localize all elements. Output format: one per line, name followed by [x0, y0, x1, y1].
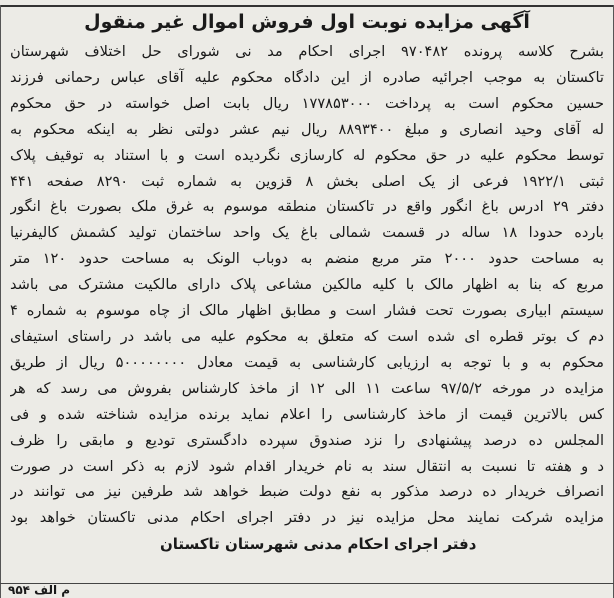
body-line: المجلس ده درصد پیشنهادی را نزد صندوق سپرده دادگستری تودیع و مابقی را ظرف — [10, 431, 604, 449]
body-line: سیستم ابیاری بصورت تحت فشار است و مطابق اظهار مالک از چاه موسوم به شماره ۴ — [10, 302, 604, 320]
body-line: د و هفته تا نسبت به انتقال سند به نام خریدار اقدام شود لازم به ذکر است در صورت — [10, 457, 604, 475]
body-line: له آقای وحید انصاری و مبلغ ۸۸۹۳۴۰۰ ریال نیم عشر دولتی نظر به اینکه محکوم به — [10, 120, 604, 138]
top-rule — [0, 5, 614, 7]
body-line: دم ک بوتر قطره ای شده است که متعلق به محکوم علیه می باشد در راستای استیفای — [10, 327, 604, 345]
body-line: ثبتی ۱۹۲۲/۱ فرعی از یک اصلی بخش ۸ قزوین به شماره ثبت ۸۲۹۰ صفحه ۴۴۱ — [10, 172, 604, 190]
body-line: کس بالاترین قیمت از ماخذ کارشناسی را اعلام نماید برنده مزایده شناخته شده و فی — [10, 405, 604, 423]
left-rule — [0, 5, 1, 598]
body-line: محکوم به و با توجه به ارزیابی کارشناسی به قیمت معادل ۵۰۰۰۰۰۰۰۰ ریال از طریق — [10, 353, 604, 371]
signature-line: دفتر اجرای احکام مدنی شهرستان تاکستان — [160, 535, 477, 554]
body-line: دفتر ۲۹ ادرس باغ انگور واقع در تاکستان منطقه موسوم به غرق ملک بصورت باغ انگور — [10, 198, 604, 216]
body-line: تاکستان به موجب اجرائیه صادره از این دادگاه محکوم علیه آقای عباس رحمانی فرزند — [10, 68, 604, 86]
notice-body — [10, 39, 604, 531]
body-line: حسین محکوم است به پرداخت ۱۷۷۸۵۳۰۰۰ ریال بابت اصل خواسته در حق محکوم — [10, 94, 604, 112]
body-line: مربع که بنا به اظهار مالک با کلیه مالکین مشاعی پلاک دارای مالکیت مشترک می باشد — [10, 276, 604, 294]
body-line: انصراف خریدار ده درصد مذکور به نفع دولت ضبط خواهد شد طرفین نیز می توانند در — [10, 483, 604, 501]
footer-rule — [0, 583, 614, 598]
body-line: به مساحت حدود ۲۰۰۰ متر مربع منضم به دوباب الونک به مساحت حدود ۱۲۰ متر — [10, 250, 604, 268]
footer-code: م الف ۹۵۴ — [8, 583, 71, 597]
notice-clipping — [0, 5, 614, 598]
notice-title: آگهی مزایده نوبت اول فروش اموال غیر منقول — [84, 11, 530, 33]
body-line: توسط محکوم علیه در حق محکوم له کارسازی نگردیده است و با استناد به توقیف پلاک — [10, 146, 604, 164]
body-line: مزایده در مورخه ۹۷/۵/۲ ساعت ۱۱ الی ۱۲ از ماخذ کارشناس بفروش می رسد که هر — [10, 379, 604, 397]
body-line: بارده حدودا ۱۸ ساله در قسمت شمالی باغ یک واحد ساختمان تولید کشمش کالیفرنیا — [10, 224, 604, 242]
body-line: بشرح کلاسه پرونده ۹۷۰۴۸۲ اجرای احکام مد نی شورای حل اختلاف شهرستان — [10, 43, 604, 60]
body-line: مزایده شرکت نمایند محل مزایده نیز در دفتر اجرای احکام مدنی تاکستان خواهد بود — [10, 509, 604, 527]
